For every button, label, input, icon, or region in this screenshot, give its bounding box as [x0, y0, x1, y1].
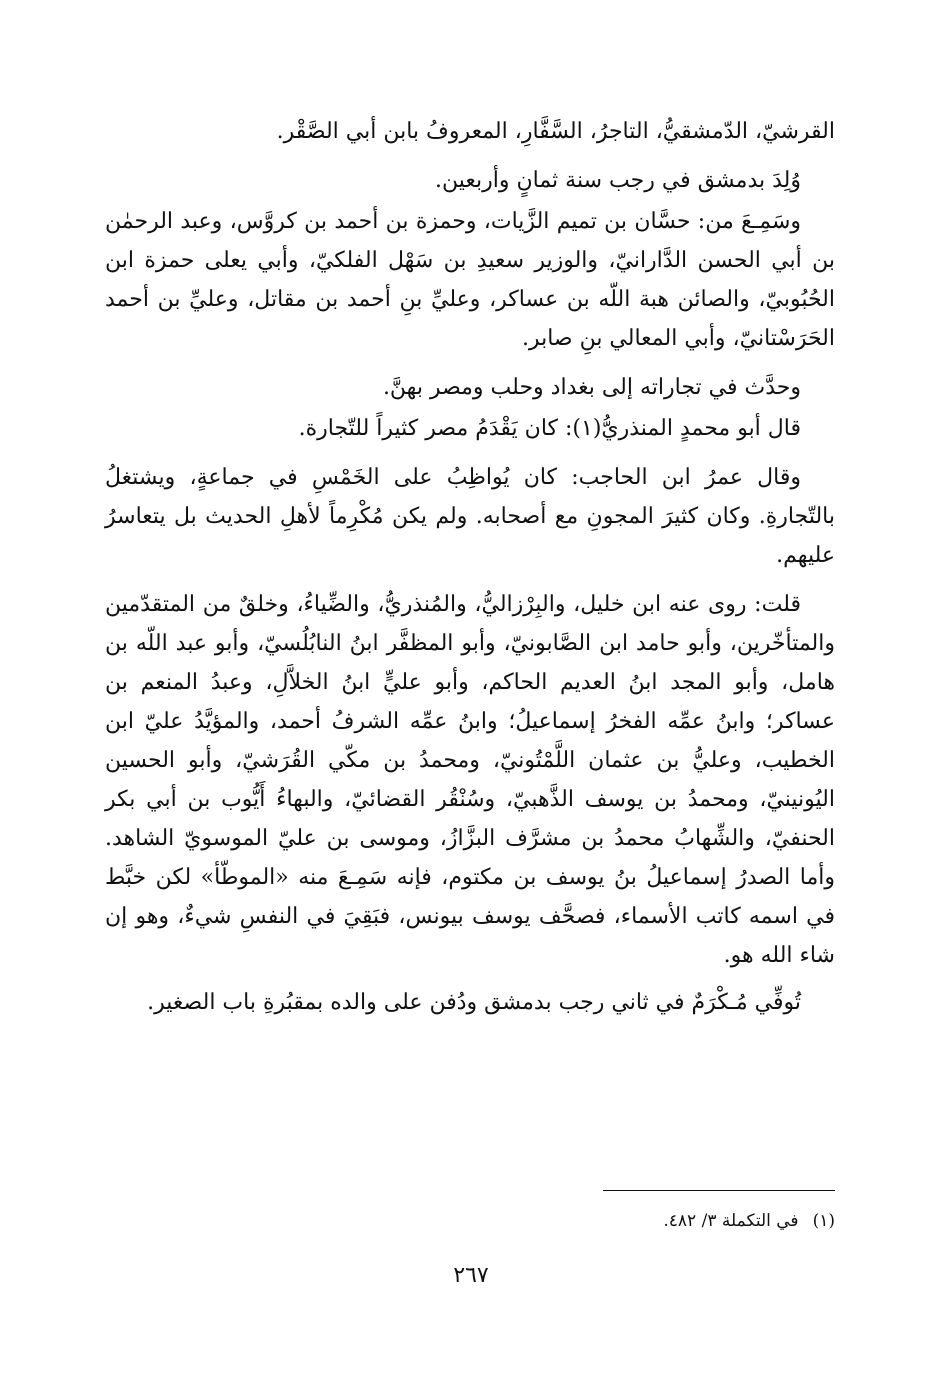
paragraph-students: قلت: روى عنه ابن خليل، والبِرْزاليُّ، والمُنذريُّ، والضِّياءُ، وخلقٌ من المتقدّمين والمتأخّرين، وأبو حامد ابن الصَّابونيّ، وأبو المظفَّر ابنُ النابُلُسيّ، وأبو عبد اللّه بن هامل، وأبو المجد ابنُ العديم الحاكم، وأبو عليٍّ ابنُ الخلاَّلِ، وعبدُ المنعم بن عساكر؛ وابنُ عمِّه الفخرُ إسماعيلُ؛ وابنُ عمِّه الشرفُ أحمد، والمؤيَّدُ عليّ ابن الخطيب، وعليُّ بن عثمان اللَّمْتُونيّ، ومحمدُ بن مكّي القُرَشيّ، وأبو الحسين اليُونينيّ، ومحمدُ بن يوسف الذَّهبيّ، وسُنْقُر القضائيّ، والبهاءُ أَيُّوب بن أبي بكر الحنفيّ، والشِّهابُ محمدُ بن مشرَّف البزَّازُ، وموسى بن عليّ الموسويّ الشاهد. وأما الصدرُ إسماعيلُ بنُ يوسف بن مكتوم، فإنه سَمِـعَ منه «الموطّأ» لكن خبَّط في اسمه كاتب الأسماء، فصحَّف يوسف بيونس، فبَقِيَ في النفسِ شيءٌ، وهو إن شاء الله هو.	[105, 592, 835, 968]
footnote-text: في التكملة ٣/ ٤٨٢.	[663, 1211, 799, 1231]
paragraph-travels: وحدَّث في تجاراته إلى بغداد وحلب ومصر بهنَّ.	[382, 375, 801, 400]
footnote-divider	[603, 1190, 835, 1191]
footnote	[105, 1206, 835, 1236]
paragraph-death: تُوفِّي مُـكْرَمٌ في ثاني رجب بدمشق ودُفن على والده بمقبُرةِ باب الصغير.	[147, 990, 801, 1015]
paragraph-mundhiri-quote: قال أبو محمدٍ المنذريُّ(١): كان يَقْدَمُ مصر كثيراً للتّجارة.	[298, 416, 801, 441]
paragraph-ibn-al-hajib-quote: وقال عمرُ ابن الحاجب: كان يُواظِبُ على الخَمْسِ في جماعةٍ، ويشتغلُ بالتّجارةِ. وكان كثيرَ المجونِ مع أصحابه. ولم يكن مُكْرِماً لأهلِ الحديث بل يتعاسرُ عليهم.	[105, 465, 835, 568]
page-body	[105, 112, 835, 1022]
footnote-number: (١)	[812, 1211, 835, 1231]
paragraph-lineage: القرشيّ، الدّمشقيُّ، التاجرُ، السَّفَّارِ، المعروفُ بابن أبي الصَّقْر.	[276, 119, 835, 144]
page-number: ٢٦٧	[453, 1263, 489, 1288]
paragraph-birth: وُلِدَ بدمشق في رجب سنة ثمانٍ وأربعين.	[435, 168, 801, 193]
paragraph-teachers: وسَمِـعَ من: حسَّان بن تميم الزَّيات، وحمزة بن أحمد بن كروَّس، وعبد الرحمٰن بن أبي الحسن الدَّارانيّ، والوزير سعيدِ بن سَهْل الفلكيّ، وأبي يعلى حمزة ابن الحُبُوبيّ، والصائن هبة اللّه بن عساكر، وعليِّ بنِ أحمد بن مقاتل، وعليِّ بن أحمد الحَرَسْتانيّ، وأبي المعالي بنِ صابر.	[105, 209, 835, 351]
